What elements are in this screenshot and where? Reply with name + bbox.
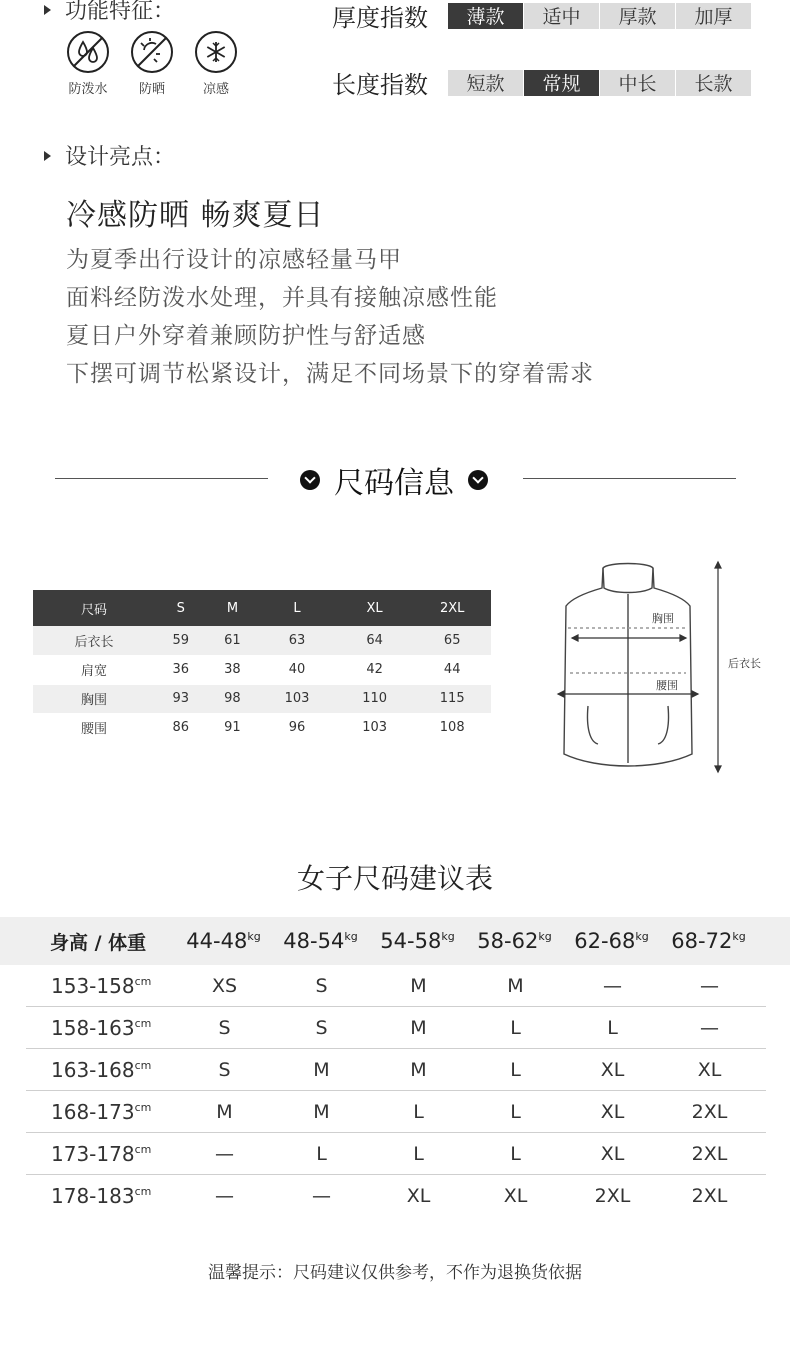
- chevron-down-icon: [468, 470, 488, 490]
- feature-label: 凉感: [202, 82, 229, 97]
- weight-header: $54-58^{kg}$: [380, 929, 455, 953]
- women-table-header: [0, 917, 790, 965]
- design-line: 为夏季出行设计的凉感轻量马甲: [66, 247, 402, 273]
- size-header-cell: 尺码: [33, 590, 155, 626]
- length-option: 常规: [524, 70, 599, 96]
- size-cell: XL: [600, 1058, 625, 1081]
- size-table: [33, 590, 491, 743]
- cooling-snowflake-icon: [194, 30, 238, 74]
- size-cell: 91: [207, 713, 259, 742]
- size-header-cell: S: [155, 590, 207, 626]
- size-cell: M: [410, 1058, 427, 1081]
- length-option: 短款: [448, 70, 523, 96]
- size-header-cell: 2XL: [413, 590, 491, 626]
- design-line: 下摆可调节松紧设计，满足不同场景下的穿着需求: [66, 361, 594, 387]
- size-table-header: [33, 590, 491, 626]
- size-cell: —: [215, 1185, 234, 1207]
- feature-icons: [56, 30, 248, 97]
- size-row-label: 肩宽: [33, 655, 155, 684]
- feature-cooling: [184, 30, 248, 97]
- design-main-title: 冷感防晒 畅爽夏日: [66, 198, 325, 233]
- size-cell: 108: [413, 713, 491, 742]
- design-line: 面料经防泼水处理，并具有接触凉感性能: [66, 285, 498, 311]
- feature-water-repellent: [56, 30, 120, 97]
- size-cell: —: [603, 974, 622, 997]
- table-row: [33, 684, 491, 713]
- height-cell: $153-158^{cm}$: [51, 973, 152, 998]
- weight-header: $58-62^{kg}$: [477, 929, 552, 953]
- size-cell: L: [510, 1016, 521, 1039]
- size-cell: S: [315, 974, 328, 997]
- design-line: 夏日户外穿着兼顾防护性与舒适感: [66, 323, 426, 349]
- size-cell: —: [312, 1185, 331, 1207]
- size-cell: L: [510, 1100, 521, 1123]
- size-cell: M: [313, 1100, 330, 1123]
- size-cell: —: [215, 1142, 234, 1165]
- length-option: 长款: [676, 70, 751, 96]
- size-cell: —: [700, 1016, 719, 1039]
- size-row-label: 胸围: [33, 684, 155, 713]
- size-cell: L: [510, 1058, 521, 1081]
- features-heading: [44, 0, 175, 25]
- corner-label: 身高 / 体重: [50, 931, 147, 954]
- sun-protection-icon: [130, 30, 174, 74]
- size-cell: 2XL: [594, 1185, 631, 1207]
- thickness-option: 加厚: [676, 3, 751, 29]
- feature-sun-protection: [120, 30, 184, 97]
- size-cell: 44: [413, 655, 491, 684]
- size-row-label: 后衣长: [33, 626, 155, 655]
- bullet-icon: [44, 5, 51, 15]
- size-cell: 38: [207, 655, 259, 684]
- vest-measurement-diagram: [548, 558, 778, 778]
- size-cell: 2XL: [691, 1142, 728, 1165]
- size-cell: 2XL: [691, 1100, 728, 1123]
- size-cell: 2XL: [691, 1185, 728, 1207]
- size-cell: 115: [413, 684, 491, 713]
- size-cell: XL: [600, 1142, 625, 1165]
- size-cell: M: [410, 1016, 427, 1039]
- length-title: 长度指数: [332, 71, 428, 99]
- table-row: [26, 1007, 766, 1049]
- height-cell: $158-163^{cm}$: [51, 1015, 152, 1040]
- table-row: [26, 1091, 766, 1133]
- height-cell: $163-168^{cm}$: [51, 1057, 152, 1082]
- size-cell: L: [510, 1142, 521, 1165]
- weight-header: $44-48^{kg}$: [186, 929, 261, 953]
- size-cell: 42: [336, 655, 414, 684]
- size-header-cell: L: [258, 590, 336, 626]
- size-cell: 63: [258, 626, 336, 655]
- size-cell: S: [315, 1016, 328, 1039]
- divider-right: [523, 478, 736, 479]
- thickness-option: 薄款: [448, 3, 523, 29]
- divider-left: [55, 478, 268, 479]
- size-cell: 64: [336, 626, 414, 655]
- height-cell: $168-173^{cm}$: [51, 1099, 152, 1124]
- size-cell: 103: [258, 684, 336, 713]
- women-size-title: 女子尺码建议表: [296, 862, 493, 895]
- size-cell: M: [410, 974, 427, 997]
- table-row: [26, 1133, 766, 1175]
- size-cell: L: [607, 1016, 618, 1039]
- size-cell: L: [413, 1100, 424, 1123]
- size-cell: M: [507, 974, 524, 997]
- size-cell: 96: [258, 713, 336, 742]
- size-cell: 86: [155, 713, 207, 742]
- table-row: [26, 1049, 766, 1091]
- size-section-title: [300, 458, 488, 502]
- length-index: [332, 65, 752, 100]
- size-cell: 110: [336, 684, 414, 713]
- size-cell: 40: [258, 655, 336, 684]
- table-row: [33, 626, 491, 655]
- size-cell: 65: [413, 626, 491, 655]
- weight-header: $68-72^{kg}$: [671, 929, 746, 953]
- weight-header: $48-54^{kg}$: [283, 929, 358, 953]
- size-cell: S: [218, 1058, 231, 1081]
- size-cell: 93: [155, 684, 207, 713]
- size-cell: 59: [155, 626, 207, 655]
- size-cell: L: [413, 1142, 424, 1165]
- thickness-index: [332, 0, 752, 33]
- features-heading-text: 功能特征：: [65, 0, 176, 24]
- design-heading: [44, 140, 175, 171]
- weight-header: $62-68^{kg}$: [574, 929, 649, 953]
- table-row: [33, 713, 491, 742]
- height-cell: $178-183^{cm}$: [51, 1184, 152, 1208]
- size-cell: XL: [503, 1185, 528, 1207]
- size-cell: M: [313, 1058, 330, 1081]
- size-cell: 103: [336, 713, 414, 742]
- water-repellent-icon: [66, 30, 110, 74]
- size-cell: L: [316, 1142, 327, 1165]
- bullet-icon: [44, 151, 51, 161]
- size-row-label: 腰围: [33, 713, 155, 742]
- size-cell: XL: [406, 1185, 431, 1207]
- waist-label: 腰围: [656, 679, 678, 692]
- size-cell: 36: [155, 655, 207, 684]
- chest-label: 胸围: [652, 612, 674, 625]
- size-cell: 98: [207, 684, 259, 713]
- thickness-option: 适中: [524, 3, 599, 29]
- size-cell: —: [700, 974, 719, 997]
- size-header-cell: M: [207, 590, 259, 626]
- women-size-table: [0, 917, 790, 1217]
- size-cell: XL: [600, 1100, 625, 1123]
- chevron-down-icon: [300, 470, 320, 490]
- table-row: [26, 1175, 766, 1217]
- length-option: 中长: [600, 70, 675, 96]
- design-description: [66, 241, 594, 393]
- size-cell: S: [218, 1016, 231, 1039]
- feature-label: 防晒: [138, 82, 165, 97]
- size-section-title-text: 尺码信息: [334, 466, 454, 501]
- sizing-tip: 温馨提示：尺码建议仅供参考，不作为退换货依据: [208, 1263, 582, 1283]
- feature-label: 防泼水: [68, 82, 108, 97]
- thickness-title: 厚度指数: [332, 4, 428, 32]
- size-cell: XS: [211, 974, 238, 997]
- thickness-option: 厚款: [600, 3, 675, 29]
- height-cell: $173-178^{cm}$: [51, 1141, 152, 1166]
- size-cell: 61: [207, 626, 259, 655]
- design-heading-text: 设计亮点：: [65, 145, 176, 170]
- table-row: [33, 655, 491, 684]
- length-label: 后衣长: [728, 657, 761, 670]
- size-cell: XL: [697, 1058, 722, 1081]
- size-cell: M: [216, 1100, 233, 1123]
- size-header-cell: XL: [336, 590, 414, 626]
- table-row: [26, 965, 766, 1007]
